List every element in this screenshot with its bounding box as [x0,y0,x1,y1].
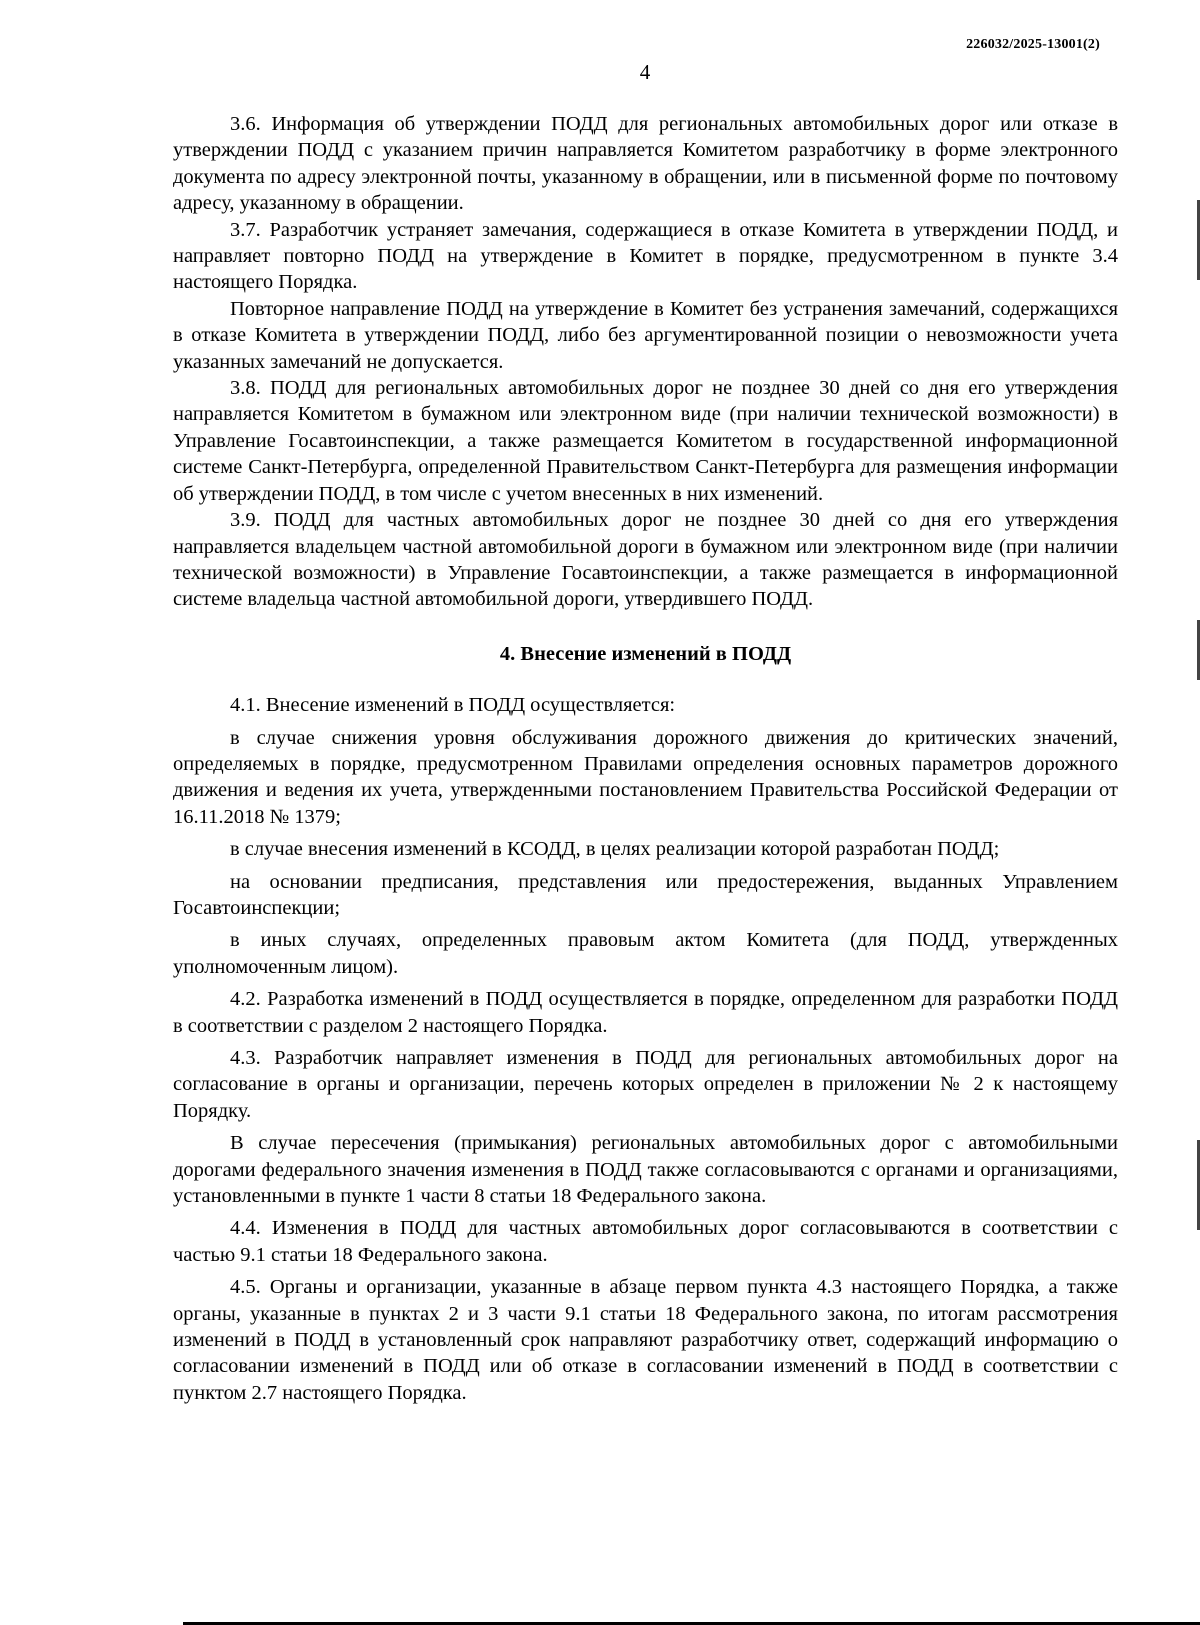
paragraph-4-1: 4.1. Внесение изменений в ПОДД осуществляется: [230,694,676,717]
document-registration-number: 226032/2025-13001(2) [966,37,1100,52]
paragraph-4-1-case-ksodd: в случае внесения изменений в КСОДД, в целях реализации которой разработан ПОДД; [230,838,1000,861]
paragraph-4-1-case-other: в иных случаях, определенных правовым актом Комитета (для ПОДД, утвержденных уполномоченным лицом). [173,929,1118,978]
paragraph-4-1-case-service-level: в случае снижения уровня обслуживания дорожного движения до критических значений, определяемых в порядке, предусмотренном Правилами определения основных параметров дорожного движения и ведения их учета, утвержденными постановлением Правительства Российской Федерации от 16.11.2018 № 1379; [173,726,1118,828]
section-4-heading: 4. Внесение изменений в ПОДД [499,642,792,665]
document-body [173,111,1118,1406]
page-number: 4 [639,60,651,84]
paragraph-4-1-case-order: на основании предписания, представления или предостережения, выданных Управлением Госавтоинспекции; [173,870,1118,919]
paragraph-3-6: 3.6. Информация об утверждении ПОДД для региональных автомобильных дорог или отказе в утверждении ПОДД с указанием причин направляется Комитетом разработчику в форме электронного документа по адресу электронной почты, указанному в обращении, или в письменной форме по почтовому адресу, указанному в обращении. [173,113,1118,215]
paragraph-4-5: 4.5. Органы и организации, указанные в абзаце первом пункта 4.3 настоящего Порядка, а также органы, указанные в пунктах 2 и 3 части 9.1 статьи 18 Федерального закона, по итогам рассмотрения изменений в ПОДД в установленный срок направляют разработчику ответ, содержащий информацию о согласовании изменений в ПОДД или об отказе в согласовании изменений в ПОДД в соответствии с пунктом 2.7 настоящего Порядка. [173,1276,1118,1404]
paragraph-3-7-repeat-submission: Повторное направление ПОДД на утверждение в Комитет без устранения замечаний, содержащихся в отказе Комитета в утверждении ПОДД, либо без аргументированной позиции о невозможности учета указанных замечаний не допускается. [173,297,1118,373]
paragraph-3-9: 3.9. ПОДД для частных автомобильных дорог не позднее 30 дней со дня его утверждения направляется владельцем частной автомобильной дороги в бумажном или электронном виде (при наличии технической возможности) в Управление Госавтоинспекции, а также размещается в информационной системе владельца частной автомобильной дороги, утвердившего ПОДД. [173,509,1118,611]
paragraph-4-4: 4.4. Изменения в ПОДД для частных автомобильных дорог согласовываются в соответствии с частью 9.1 статьи 18 Федерального закона. [173,1217,1118,1266]
paragraph-3-7: 3.7. Разработчик устраняет замечания, содержащиеся в отказе Комитета в утверждении ПОДД, и направляет повторно ПОДД на утверждение в Комитет в порядке, предусмотренном в пункте 3.4 настоящего Порядка. [173,218,1118,294]
paragraph-4-3-federal-roads: В случае пересечения (примыкания) региональных автомобильных дорог с автомобильными дорогами федерального значения изменения в ПОДД также согласовываются с органами и организациями, установленными в пункте 1 части 8 статьи 18 Федерального закона. [173,1132,1118,1208]
paragraph-3-8: 3.8. ПОДД для региональных автомобильных дорог не позднее 30 дней со дня его утверждения направляется Комитетом в бумажном или электронном виде (при наличии технической возможности) в Управление Госавтоинспекции, а также размещается Комитетом в государственной информационной системе Санкт-Петербурга, определенной Правительством Санкт-Петербурга для размещения информации об утверждении ПОДД, в том числе с учетом внесенных в них изменений. [173,377,1118,505]
paragraph-4-3: 4.3. Разработчик направляет изменения в ПОДД для региональных автомобильных дорог на согласование в органы и организации, перечень которых определен в приложении № 2 к настоящему Порядку. [173,1047,1118,1122]
paragraph-4-2: 4.2. Разработка изменений в ПОДД осуществляется в порядке, определенном для разработки ПОДД в соответствии с разделом 2 настоящего Порядка. [173,988,1118,1037]
